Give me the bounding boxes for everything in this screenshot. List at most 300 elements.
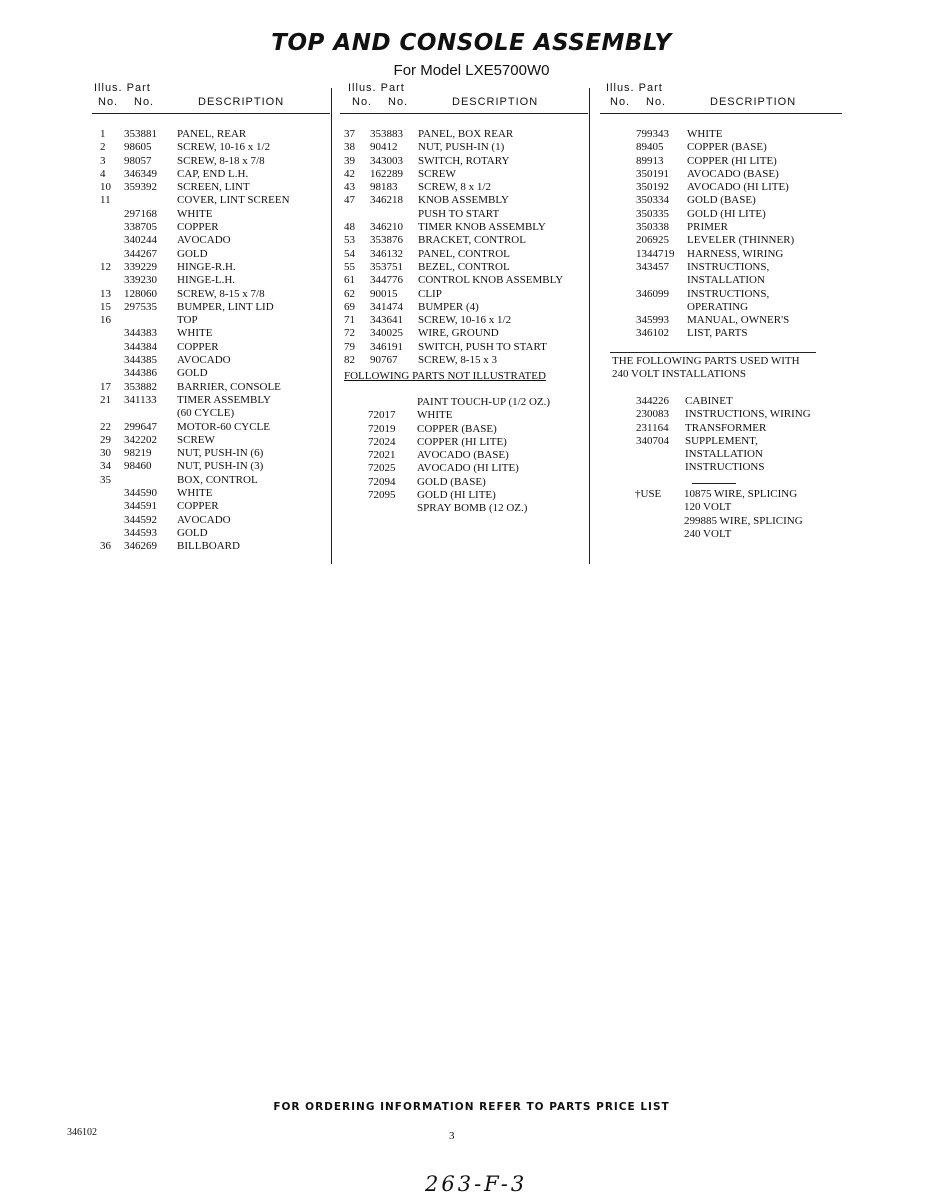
part-description: NUT, PUSH-IN (6) [177,447,264,460]
part-number: 339229 [124,260,157,273]
table-row [600,435,842,448]
part-number: 231164 [636,421,669,434]
part-number: 350191 [636,167,669,180]
part-description: BUMPER, LINT LID [177,300,274,313]
table-row [340,274,588,287]
table-row [94,434,330,447]
header-illus-part: Illus. Part [348,82,405,94]
part-number: 342202 [124,433,157,446]
table-row [94,155,330,168]
table-row [94,367,330,380]
table-row [94,407,330,420]
part-description: INSTRUCTIONS, [687,260,770,273]
part-description: AVOCADO (HI LITE) [417,462,519,475]
part-description: COPPER (BASE) [687,141,767,154]
page-number: 3 [449,1130,455,1142]
table-row [94,288,330,301]
part-description: GOLD (BASE) [417,475,486,488]
table-row [600,234,842,247]
table-row [600,301,842,314]
part-description: NUT, PUSH-IN (1) [418,141,505,154]
part-description: TOP [177,314,198,327]
table-row [600,248,842,261]
illus-number: 1 [100,128,106,140]
part-number: 346210 [370,221,403,234]
part-description: SWITCH, ROTARY [418,154,510,167]
part-description: LEVELER (THINNER) [687,234,795,247]
table-row [600,288,842,301]
table-row [340,476,588,489]
table-row [340,489,588,502]
table-row [94,248,330,261]
table-row [340,141,588,154]
part-description: OPERATING [687,300,749,313]
use-text: 10875 WIRE, SPLICING [684,488,798,500]
table-row [340,462,588,475]
part-description: WHITE [687,128,723,140]
part-description: WHITE [177,487,213,500]
part-description: INSTRUCTIONS, WIRING [685,408,811,421]
header-description: DESCRIPTION [710,96,797,108]
header-description: DESCRIPTION [452,96,539,108]
part-description: NUT, PUSH-IN (3) [177,460,264,473]
part-number: 343457 [636,260,669,273]
illus-number: 47 [344,194,355,207]
part-description: MOTOR-60 CYCLE [177,420,270,433]
part-number: 128060 [124,287,157,300]
table-row [94,341,330,354]
illus-number: 2 [100,141,106,154]
part-number: 344226 [636,395,669,407]
part-description: BEZEL, CONTROL [418,260,510,273]
part-description: (60 CYCLE) [177,407,235,420]
table-row [94,500,330,513]
table-row [94,128,330,141]
table-row [600,194,842,207]
part-description: COVER, LINT SCREEN [177,194,290,207]
part-description: BILLBOARD [177,540,240,553]
part-description: INSTRUCTIONS [685,461,765,474]
part-description: SCREW, 8 x 1/2 [418,181,491,194]
column-divider-2 [589,88,590,564]
part-description: CAP, END L.H. [177,167,249,180]
use-text: 120 VOLT [684,501,732,514]
part-description: HINGE-L.H. [177,274,236,287]
illus-number: 71 [344,314,355,327]
part-description: WHITE [417,409,453,422]
part-description: SWITCH, PUSH TO START [418,340,547,353]
part-number: 340704 [636,434,669,447]
part-number: 297168 [124,207,157,220]
part-number: 353751 [370,260,403,273]
page-title: TOP AND CONSOLE ASSEMBLY [271,30,672,56]
part-description: SCREW [177,433,215,446]
table-row [340,168,588,181]
table-row [340,423,588,436]
part-number: 350192 [636,181,669,194]
illus-number: 11 [100,194,111,207]
part-number: 344590 [124,487,157,500]
header-no-2: No. [134,96,155,108]
illus-number: 48 [344,221,355,234]
part-number: 90767 [370,354,398,367]
part-description: AVOCADO (BASE) [687,167,779,180]
header-rule-3 [600,113,842,114]
part-description: HARNESS, WIRING [687,247,784,260]
header-no-1: No. [352,96,373,108]
part-number: 353881 [124,128,157,140]
part-number: 72019 [368,422,396,435]
table-row [600,501,842,514]
part-number: 72095 [368,489,396,502]
illus-number: 36 [100,540,111,553]
part-number: 353883 [370,128,403,140]
table-row [600,314,842,327]
part-description: GOLD [177,526,208,539]
part-description: AVOCADO (BASE) [417,449,509,462]
table-row [340,301,588,314]
table-row [600,221,842,234]
part-description: COPPER (HI LITE) [417,435,507,448]
table-row [600,515,842,528]
part-description: AVOCADO [177,513,231,526]
note-rule [610,352,816,353]
part-number: 344386 [124,367,157,380]
part-number: 346099 [636,287,669,300]
illus-number: 22 [100,420,111,433]
table-row [94,208,330,221]
part-number: 344592 [124,513,157,526]
part-description: BUMPER (4) [418,300,479,313]
table-row [94,221,330,234]
use-list [600,488,842,541]
parts-list-column-3 [600,128,842,341]
not-illustrated-list [340,396,588,516]
part-description: TIMER ASSEMBLY [177,393,271,406]
table-row [94,474,330,487]
table-row [94,514,330,527]
part-number: 346132 [370,247,403,260]
illus-number: 17 [100,380,111,393]
table-row [600,274,842,287]
illus-number: 79 [344,340,355,353]
table-row [94,181,330,194]
table-row [340,341,588,354]
part-number: 350334 [636,194,669,207]
part-description: TRANSFORMER [685,421,767,434]
part-description: GOLD [177,247,208,260]
illus-number: 30 [100,447,111,460]
table-row [600,448,842,461]
part-number: 344383 [124,327,157,340]
part-number: 299647 [124,420,157,433]
part-number: 297535 [124,300,157,313]
table-row [600,181,842,194]
column-header-3 [606,82,846,112]
column-divider-1 [331,88,332,564]
table-row [600,408,842,421]
table-row [94,301,330,314]
part-description: GOLD (HI LITE) [417,489,496,502]
part-number: 344385 [124,354,157,367]
table-row [600,208,842,221]
part-number: 98219 [124,447,152,460]
table-row [340,128,588,141]
part-number: 344267 [124,247,157,260]
table-row [94,381,330,394]
table-row [340,327,588,340]
table-row [94,447,330,460]
part-number: 341474 [370,300,403,313]
part-description: SPRAY BOMB (12 OZ.) [417,502,528,515]
part-description: AVOCADO [177,354,231,367]
part-number: 353876 [370,234,403,247]
illus-number: 4 [100,167,106,180]
table-row [94,354,330,367]
part-description: GOLD [177,367,208,380]
table-row [340,208,588,221]
part-number: 346269 [124,540,157,553]
table-row [340,181,588,194]
part-description: AVOCADO (HI LITE) [687,181,789,194]
part-description: COPPER [177,221,219,234]
part-number: 346218 [370,194,403,207]
table-row [600,128,842,141]
part-description: COPPER (HI LITE) [687,154,777,167]
column-header-2 [348,82,588,112]
table-row [340,502,588,515]
part-number: 72025 [368,462,396,475]
part-description: INSTALLATION [685,448,763,461]
handwritten-note: 263-F-3 [425,1172,528,1196]
part-number: 98057 [124,154,152,167]
header-no-1: No. [610,96,631,108]
illus-number: 35 [100,473,111,486]
header-no-2: No. [646,96,667,108]
header-rule-2 [340,113,588,114]
header-rule-1 [92,113,330,114]
part-number: 89405 [636,141,664,154]
part-description: SCREW, 10-16 x 1/2 [418,314,512,327]
part-number: 799343 [636,128,669,140]
part-description: MANUAL, OWNER'S [687,314,790,327]
part-description: WIRE, GROUND [418,327,499,340]
table-row [600,155,842,168]
part-number: 353882 [124,380,157,393]
table-row [340,155,588,168]
illus-number: 3 [100,154,106,167]
header-description: DESCRIPTION [198,96,285,108]
table-row [600,461,842,474]
part-description: KNOB ASSEMBLY [418,194,509,207]
part-description: COPPER (BASE) [417,422,497,435]
part-number: 72024 [368,435,396,448]
table-row [600,327,842,340]
illus-number: 62 [344,287,355,300]
part-description: PAINT TOUCH-UP (1/2 OZ.) [417,396,551,408]
illus-number: 15 [100,300,111,313]
part-number: 343641 [370,314,403,327]
table-row [340,436,588,449]
illus-number: 82 [344,354,355,367]
part-description: PRIMER [687,221,728,234]
illus-number: 53 [344,234,355,247]
table-row [340,314,588,327]
table-row [340,248,588,261]
table-row [94,194,330,207]
table-row [340,288,588,301]
part-number: 345993 [636,314,669,327]
part-description: LIST, PARTS [687,327,748,340]
part-description: SUPPLEMENT, [685,434,758,447]
table-row [94,274,330,287]
part-number: 98183 [370,181,398,194]
part-description: HINGE-R.H. [177,260,236,273]
table-row [94,234,330,247]
part-description: GOLD (HI LITE) [687,207,766,220]
illus-number: 43 [344,181,355,194]
table-row [340,409,588,422]
illus-number: 69 [344,300,355,313]
part-description: COPPER [177,340,219,353]
note-240v [612,355,842,382]
illus-number: 61 [344,274,355,287]
part-description: SCREW, 8-15 x 7/8 [177,287,265,300]
part-number: 340244 [124,234,157,247]
use-rule [692,483,736,484]
table-row [94,141,330,154]
use-text: 240 VOLT [684,527,732,540]
parts-list-column-1 [94,128,330,554]
part-description: WHITE [177,207,213,220]
part-description: CLIP [418,287,442,300]
part-number: 162289 [370,167,403,180]
part-number: 344593 [124,526,157,539]
part-number: 230083 [636,408,669,421]
illus-number: 38 [344,141,355,154]
table-row [340,396,588,409]
table-row [340,234,588,247]
table-row [340,261,588,274]
part-number: 344776 [370,274,403,287]
table-row [340,354,588,367]
table-row [340,449,588,462]
part-number: 338705 [124,221,157,234]
part-number: 206925 [636,234,669,247]
table-row [94,540,330,553]
table-row [94,487,330,500]
table-row [600,141,842,154]
part-number: 340025 [370,327,403,340]
part-description: COPPER [177,500,219,513]
header-no-1: No. [98,96,119,108]
table-row [94,394,330,407]
header-illus-part: Illus. Part [606,82,663,94]
part-description: TIMER KNOB ASSEMBLY [418,221,546,234]
part-number: 72017 [368,409,396,422]
part-number: 339230 [124,274,157,287]
illus-number: 42 [344,167,355,180]
illus-number: 29 [100,433,111,446]
table-row [340,194,588,207]
part-description: INSTRUCTIONS, [687,287,770,300]
illus-number: 12 [100,260,111,273]
part-number: 343003 [370,154,403,167]
illus-number: 39 [344,154,355,167]
part-number: 344384 [124,340,157,353]
part-description: PANEL, BOX REAR [418,128,514,140]
header-illus-part: Illus. Part [94,82,151,94]
part-number: 341133 [124,393,157,406]
page-subtitle: For Model LXE5700W0 [393,62,550,79]
part-description: CONTROL KNOB ASSEMBLY [418,274,564,287]
illus-number: 16 [100,314,111,327]
table-row [94,327,330,340]
note-line-1: THE FOLLOWING PARTS USED WITH [612,355,800,367]
table-row [94,314,330,327]
part-description: SCREW, 10-16 x 1/2 [177,141,271,154]
part-description: SCREW [418,167,456,180]
part-number: 344591 [124,500,157,513]
illus-number: 34 [100,460,111,473]
part-description: BOX, CONTROL [177,473,258,486]
part-number: 346191 [370,340,403,353]
part-description: SCREW, 8-15 x 3 [418,354,498,367]
column-header-1 [94,82,334,112]
parts-list-240v [600,395,842,475]
part-number: 72094 [368,475,396,488]
illus-number: 10 [100,181,111,194]
table-row [94,421,330,434]
illus-number: 13 [100,287,111,300]
part-description: PANEL, CONTROL [418,247,510,260]
table-row [94,527,330,540]
part-description: AVOCADO [177,234,231,247]
header-no-2: No. [388,96,409,108]
illus-number: 21 [100,393,111,406]
table-row [94,261,330,274]
table-row [600,395,842,408]
part-description: WHITE [177,327,213,340]
part-number: 346102 [636,327,669,340]
part-number: 89913 [636,154,664,167]
part-description: SCREW, 8-18 x 7/8 [177,154,265,167]
part-description: PUSH TO START [418,207,500,220]
part-description: CABINET [685,395,733,407]
illus-number: 72 [344,327,355,340]
part-number: 90412 [370,141,398,154]
part-description: INSTALLATION [687,274,765,287]
part-number: 359392 [124,181,157,194]
ordering-footer: FOR ORDERING INFORMATION REFER TO PARTS PRICE LIST [273,1101,670,1113]
part-number: 98460 [124,460,152,473]
part-number: 72021 [368,449,396,462]
part-number: 350338 [636,221,669,234]
document-number: 346102 [67,1127,97,1138]
illus-number: 37 [344,128,355,140]
part-number: 90015 [370,287,398,300]
use-label: †USE [635,488,662,500]
use-text: 299885 WIRE, SPLICING [684,514,803,527]
part-number: 1344719 [636,247,675,260]
table-row [600,528,842,541]
part-number: 346349 [124,167,157,180]
parts-list-column-2 [340,128,588,367]
part-description: GOLD (BASE) [687,194,756,207]
part-description: SCREEN, LINT [177,181,250,194]
part-number: 98605 [124,141,152,154]
part-description: PANEL, REAR [177,128,247,140]
